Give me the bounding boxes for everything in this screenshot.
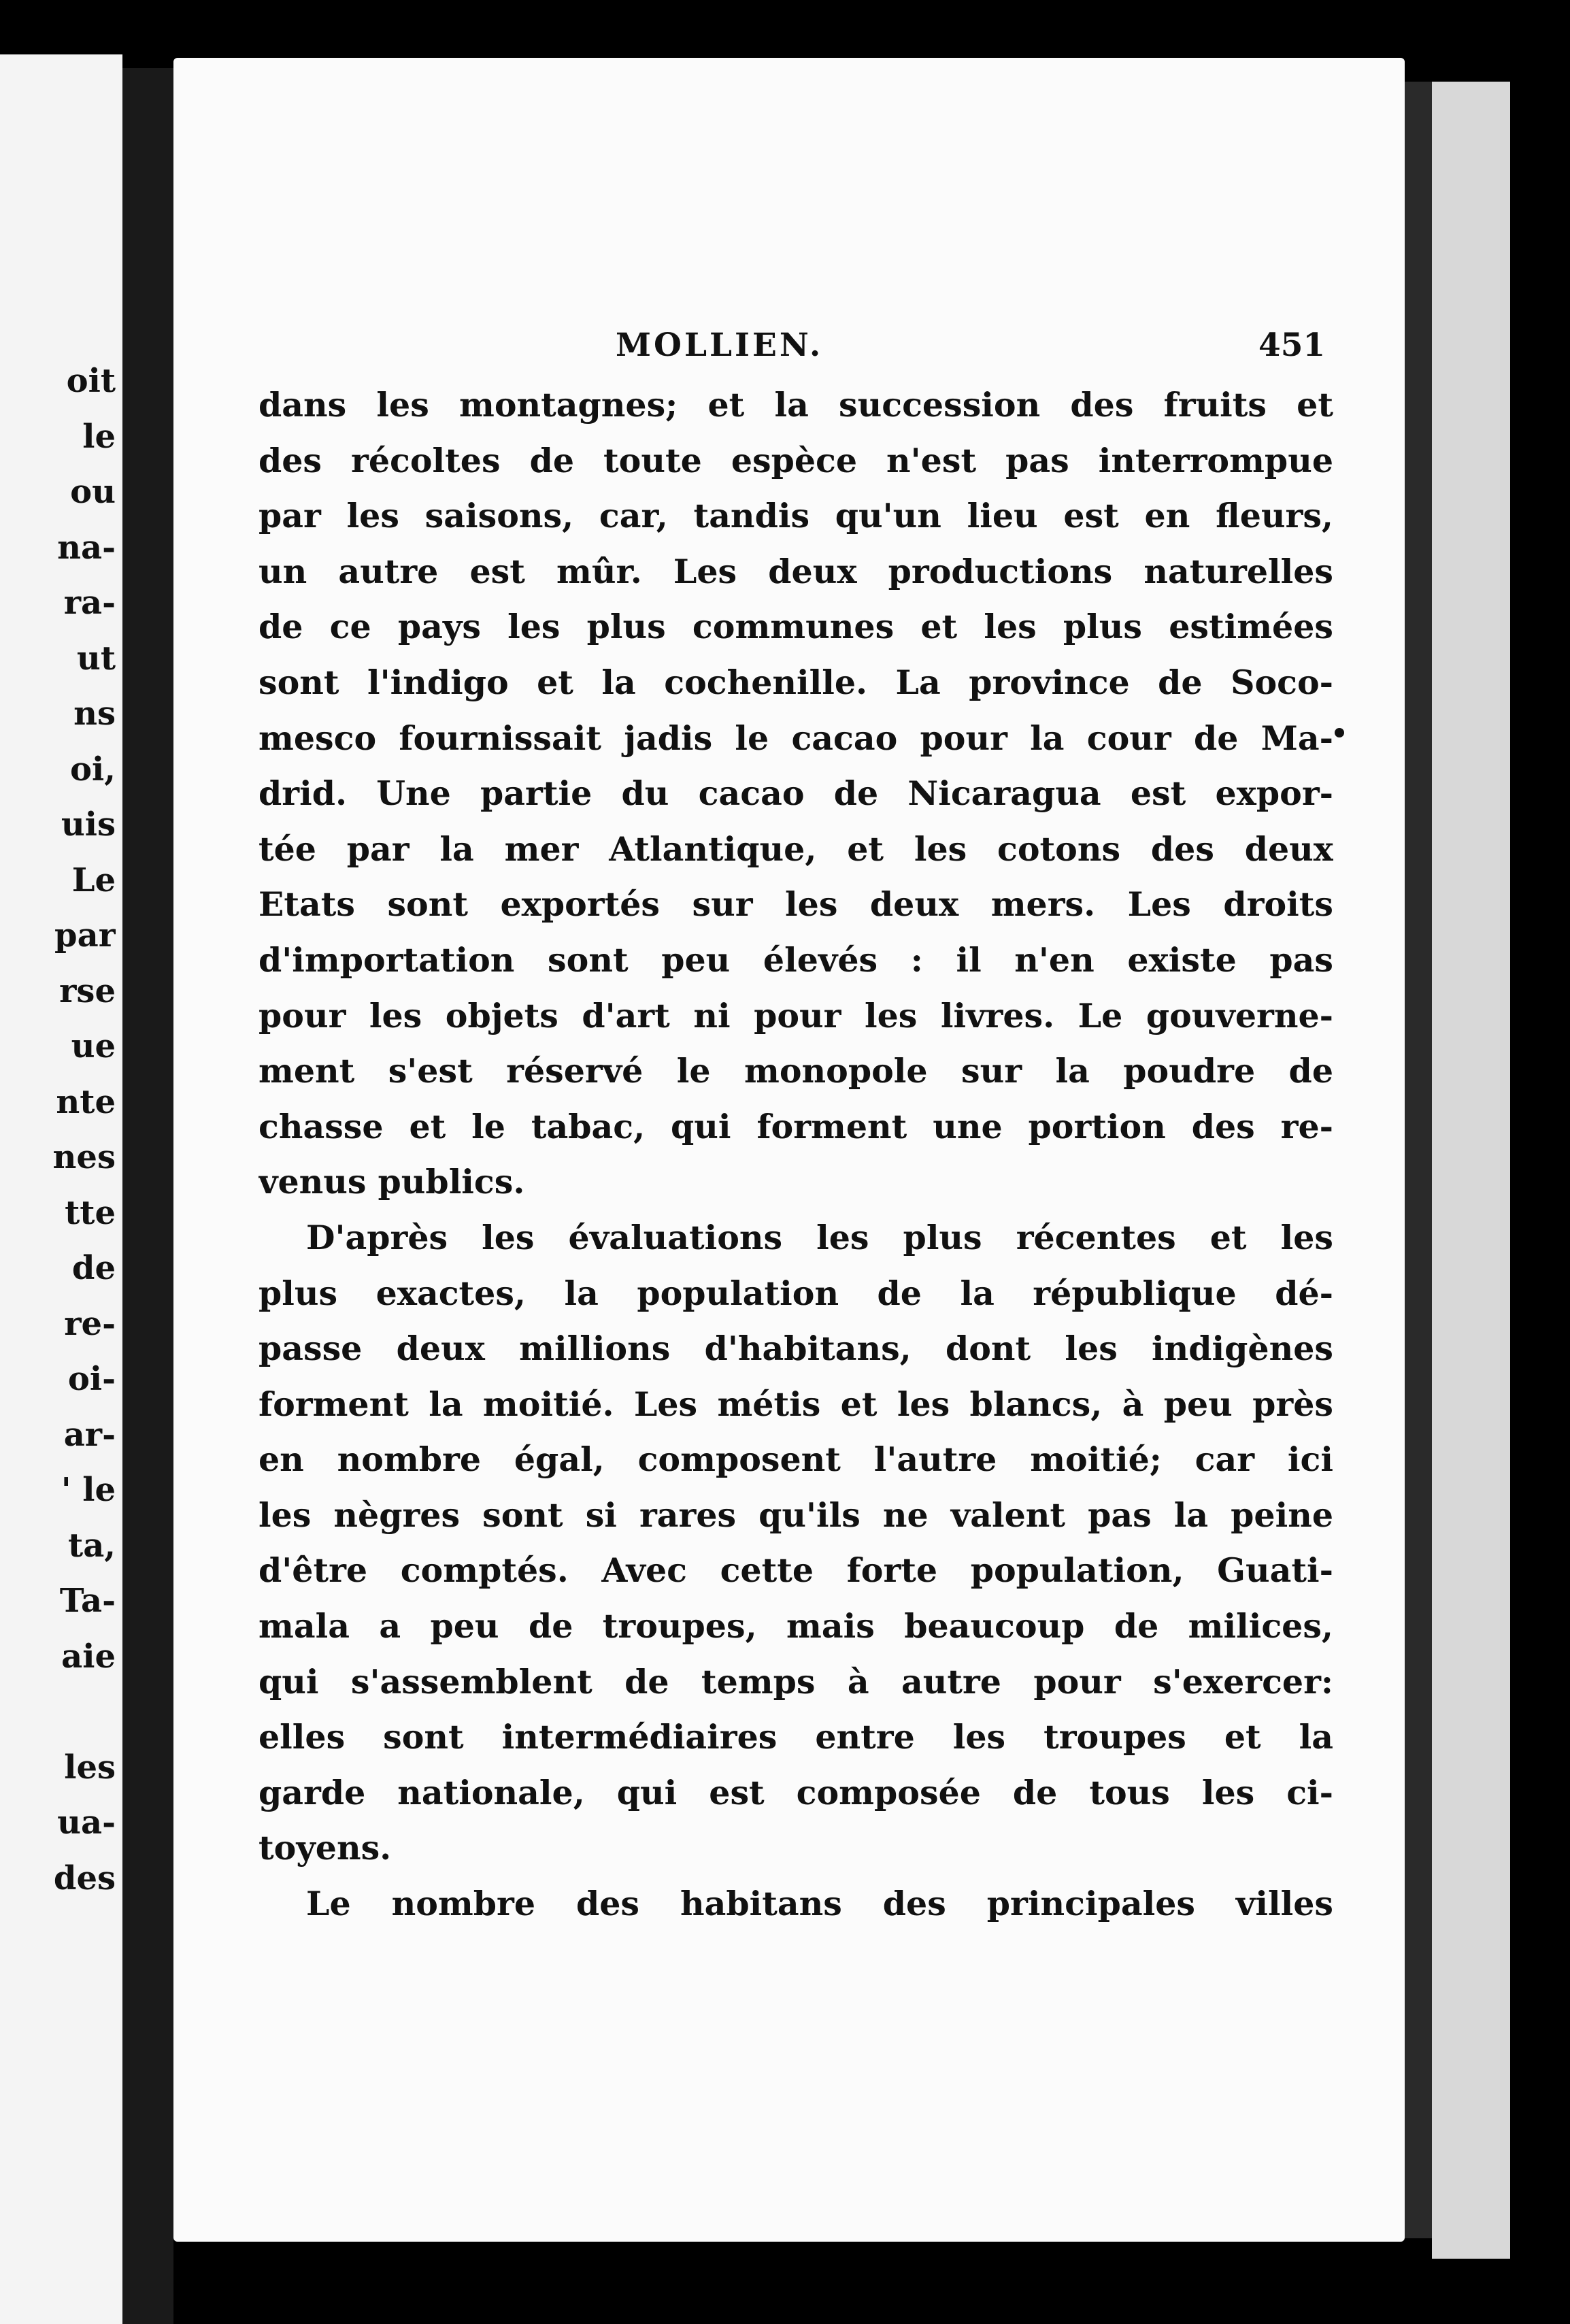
running-title: MOLLIEN. <box>616 327 824 364</box>
left-fragment: ue <box>71 1027 116 1065</box>
left-facing-page <box>0 54 122 2324</box>
text-line: d'importation sont peu élevés : il n'en existe pas <box>258 940 1333 980</box>
book-gutter <box>122 68 173 2324</box>
left-fragment: oi- <box>67 1360 116 1398</box>
text-line: dans les montagnes; et la succession des fruits et <box>258 385 1333 425</box>
left-fragment: tte <box>65 1193 116 1232</box>
left-fragment: Le <box>71 861 116 899</box>
left-fragment: ou <box>70 473 116 511</box>
text-line: mesco fournissait jadis le cacao pour la cour de Ma- <box>258 718 1333 758</box>
left-fragment: na- <box>57 528 116 567</box>
running-head <box>173 327 1405 381</box>
left-fragment: de <box>71 1249 116 1287</box>
left-fragment: ua- <box>57 1804 116 1842</box>
left-fragment: oit <box>66 362 116 400</box>
left-fragment: par <box>54 916 116 954</box>
text-line: chasse et le tabac, qui forment une portion des re- <box>258 1106 1333 1146</box>
text-line: garde nationale, qui est composée de tous les ci- <box>258 1772 1333 1812</box>
text-line: drid. Une partie du cacao de Nicaragua est expor- <box>258 774 1333 814</box>
text-line: mala a peu de troupes, mais beaucoup de milices, <box>258 1606 1333 1646</box>
text-line: de ce pays les plus communes et les plus estimées <box>258 607 1333 647</box>
ink-speck <box>1335 728 1344 737</box>
text-line: un autre est mûr. Les deux productions naturelles <box>258 551 1333 591</box>
left-fragment: ra- <box>63 584 116 622</box>
left-fragment <box>0 1684 116 1740</box>
left-fragment: aie <box>61 1637 116 1676</box>
left-fragment: nes <box>52 1138 116 1176</box>
text-line: d'être comptés. Avec cette forte population, Guati- <box>258 1550 1333 1591</box>
text-line: forment la moitié. Les métis et les blancs, à peu près <box>258 1384 1333 1424</box>
page-number: 451 <box>1258 327 1326 364</box>
text-line: pour les objets d'art ni pour les livres. Le gouverne- <box>258 995 1333 1035</box>
left-fragment: le <box>82 417 116 456</box>
text-line: des récoltes de toute espèce n'est pas interrompue <box>258 440 1333 480</box>
text-line: Etats sont exportés sur les deux mers. Les droits <box>258 884 1333 925</box>
text-line: les nègres sont si rares qu'ils ne valent pas la peine <box>258 1495 1333 1535</box>
left-page-text-fragments <box>0 354 116 1906</box>
paragraph-end-line: toyens. <box>258 1828 392 1868</box>
left-fragment: Ta- <box>59 1582 116 1620</box>
left-fragment: oi, <box>70 750 116 788</box>
text-line: en nombre égal, composent l'autre moitié; car ici <box>258 1440 1333 1480</box>
paragraph-start-line: D'après les évaluations les plus récentes et les <box>306 1217 1333 1257</box>
paragraph-end-line: venus publics. <box>258 1162 525 1202</box>
paragraph-start-line: Le nombre des habitans des principales villes <box>306 1884 1333 1924</box>
left-fragment: nte <box>56 1082 116 1121</box>
book-page <box>173 58 1405 2242</box>
text-line: tée par la mer Atlantique, et les cotons des deux <box>258 829 1333 869</box>
left-fragment: re- <box>64 1304 116 1343</box>
body-text <box>258 378 1333 1932</box>
left-fragment: ns <box>73 695 116 733</box>
text-line: qui s'assemblent de temps à autre pour s'exercer: <box>258 1661 1333 1702</box>
left-fragment: ta, <box>68 1526 116 1565</box>
left-fragment: ar- <box>63 1415 116 1454</box>
next-page-edge <box>1432 82 1510 2259</box>
text-line: sont l'indigo et la cochenille. La province de Soco- <box>258 662 1333 702</box>
left-fragment: les <box>64 1748 116 1787</box>
left-fragment: ut <box>76 639 116 678</box>
left-fragment: rse <box>59 972 116 1010</box>
left-fragment: des <box>53 1859 116 1897</box>
text-line: elles sont intermédiaires entre les troupes et la <box>258 1717 1333 1757</box>
text-line: plus exactes, la population de la république dé- <box>258 1273 1333 1313</box>
left-fragment: uis <box>61 806 116 844</box>
text-line: passe deux millions d'habitans, dont les indigènes <box>258 1329 1333 1369</box>
text-line: par les saisons, car, tandis qu'un lieu est en fleurs, <box>258 496 1333 536</box>
left-fragment: ' le <box>61 1471 116 1509</box>
page-edge-shadow <box>1405 82 1432 2238</box>
text-line: ment s'est réservé le monopole sur la poudre de <box>258 1051 1333 1091</box>
